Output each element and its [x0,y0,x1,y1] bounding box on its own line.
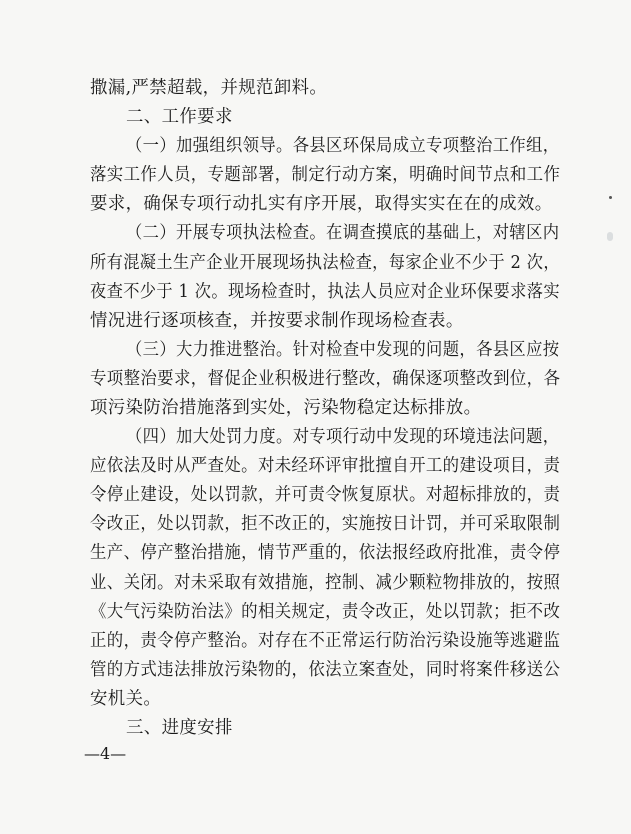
scan-speck [609,196,612,199]
text-line: 夜查不少于 1 次。现场检查时，执法人员应对企业环保要求落实 [90,282,560,302]
section-heading: 二、工作要求 [126,107,233,127]
text-line: 撒漏,严禁超载，并规范卸料。 [90,78,328,98]
text-line: （四）加大处罚力度。对专项行动中发现的环境违法问题， [126,427,560,447]
text-line: 《大气污染防治法》的相关规定，责令改正，处以罚款；拒不改 [90,602,561,622]
text-line: 令改正，处以罚款，拒不改正的，实施按日计罚，并可采取限制 [90,514,561,534]
section-heading: 三、进度安排 [126,718,233,738]
text-line: 安机关。 [90,689,162,709]
text-line: 专项整治要求，督促企业积极进行整改，确保逐项整改到位，各 [90,369,561,389]
text-line: 落实工作人员，专题部署，制定行动方案，明确时间节点和工作 [90,165,561,185]
text-line: 管的方式违法排放污染物的，依法立案查处，同时将案件移送公 [90,660,561,680]
text-line: 情况进行逐项核查，并按要求制作现场检查表。 [90,311,464,331]
scan-smudge [607,232,613,241]
text-line: （二）开展专项执法检查。在调查摸底的基础上，对辖区内 [126,223,560,243]
text-line: 令停止建设，处以罚款，并可责令恢复原状。对超标排放的，责 [90,485,561,505]
page-number: —4— [84,744,127,763]
text-line: 要求，确保专项行动扎实有序开展，取得实实在在的成效。 [90,194,553,214]
text-line: 项污染防治措施落到实处，污染物稳定达标排放。 [90,398,482,418]
text-line: （三）大力推进整治。针对检查中发现的问题，各县区应按 [126,340,560,360]
text-line: 业、关闭。对未采取有效措施，控制、减少颗粒物排放的，按照 [90,573,561,593]
text-line: 生产、停产整治措施，情节严重的，依法报经政府批准，责令停 [90,543,561,563]
text-line: 所有混凝土生产企业开展现场执法检查，每家企业不少于 2 次， [90,253,560,273]
text-line: 应依法及时从严查处。对未经环评审批擅自开工的建设项目，责 [90,456,561,476]
text-line: （一）加强组织领导。各县区环保局成立专项整治工作组， [126,136,560,156]
text-line: 正的，责令停产整治。对存在不正常运行防治污染设施等逃避监 [90,631,561,651]
